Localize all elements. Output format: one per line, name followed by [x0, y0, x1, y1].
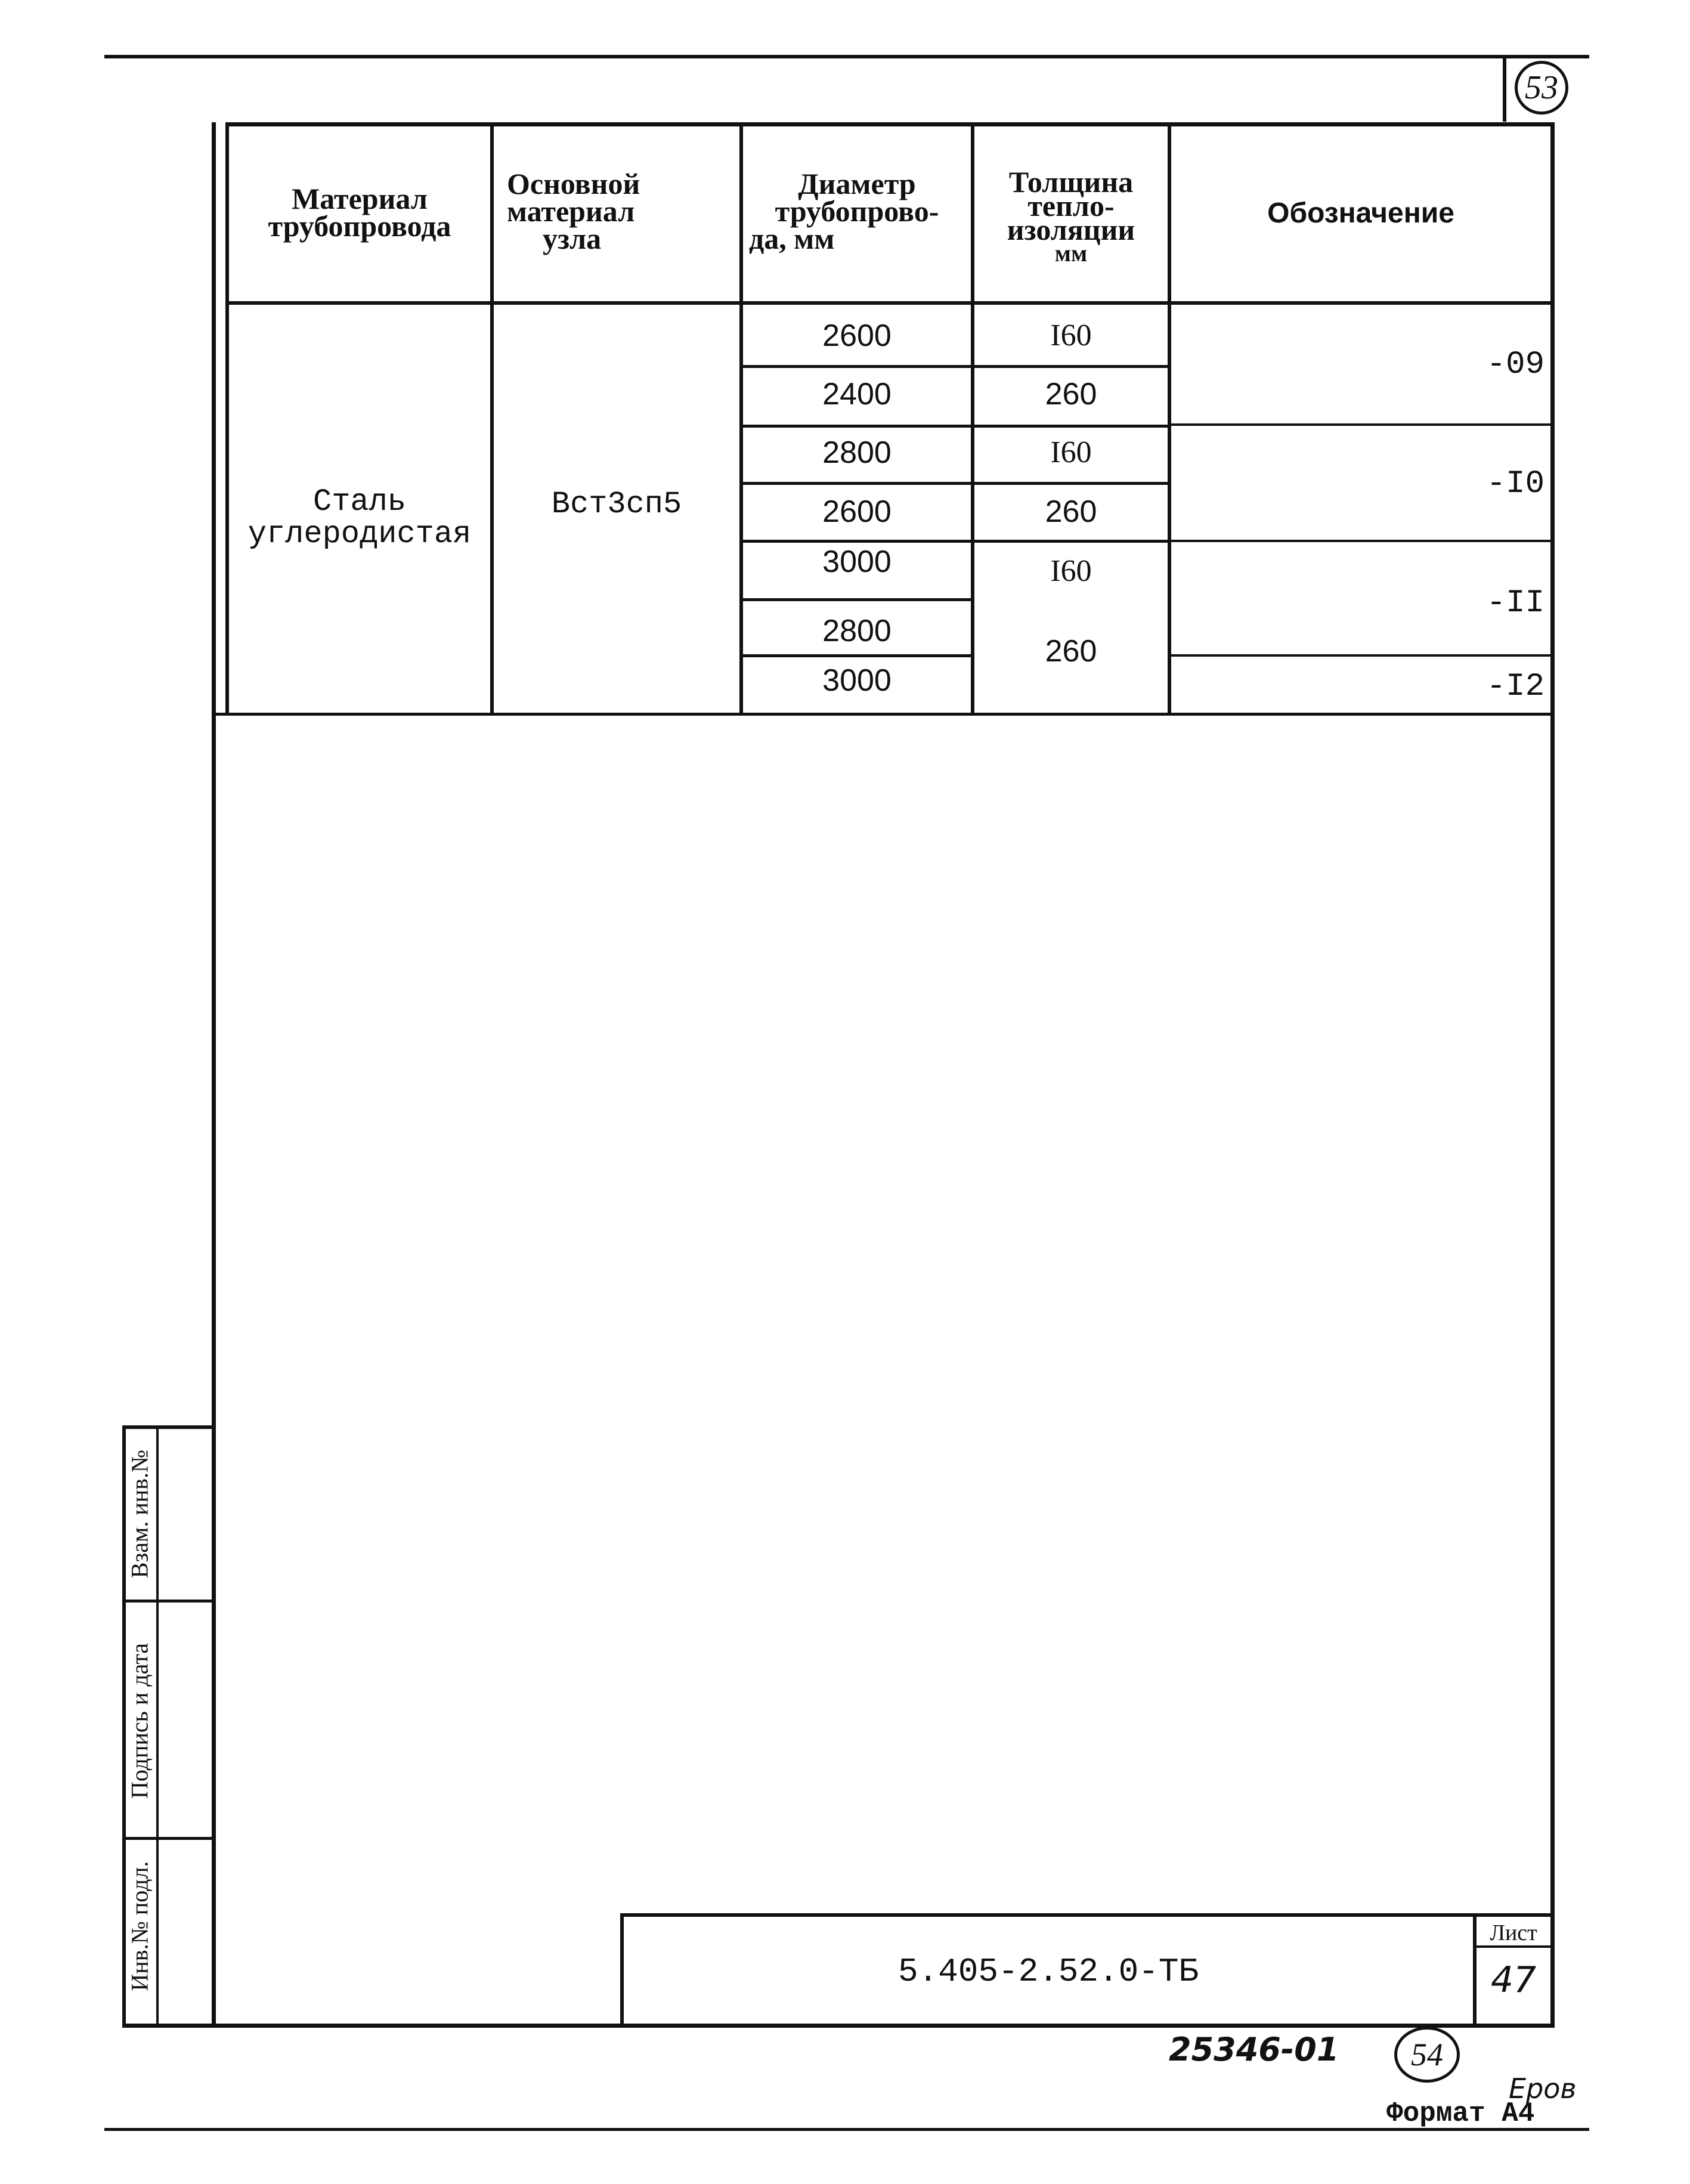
header-designation-text: Обозначение	[1267, 197, 1454, 229]
footer-circle	[1394, 2027, 1460, 2083]
designation-2: -I0	[1486, 466, 1544, 502]
sheet-label: Лист	[1490, 1920, 1537, 1945]
designation-3: -II	[1486, 585, 1544, 621]
desig-line-3	[1171, 654, 1550, 657]
frame-right	[1550, 122, 1555, 2028]
header-designation	[1171, 197, 1550, 229]
designation-4: -I2	[1486, 669, 1544, 705]
row-line-5a	[743, 598, 971, 601]
header-ins-line2: тепло-	[1027, 189, 1115, 222]
header-diam-line2: трубопрово-	[775, 194, 939, 228]
header-diam-line1: Диаметр	[798, 167, 916, 200]
stamp-sep-1	[122, 1600, 215, 1603]
diameter-row-4: 2600	[822, 494, 892, 529]
stamp-replaced-inv: Взам. инв.№	[126, 1449, 153, 1579]
row-line-1	[743, 365, 1168, 368]
header-ins-line4: мм	[1054, 240, 1088, 267]
stamp-inv-orig: Инв.№ подл.	[126, 1861, 153, 1991]
desig-line-1	[1171, 423, 1550, 426]
header-material-line2: трубопровода	[268, 209, 451, 243]
header-base-line1: Основной	[507, 167, 640, 200]
insulation-row-4: 260	[1045, 494, 1097, 529]
title-top	[620, 1913, 1555, 1917]
sheet-number: 47	[1490, 1959, 1537, 2001]
material-cell	[229, 486, 490, 550]
insulation-row-5: I60	[1050, 554, 1092, 588]
header-ins-line1: Толщина	[1008, 165, 1134, 199]
header-ins-line3: изоляции	[1007, 213, 1135, 246]
desig-line-2	[1171, 540, 1550, 542]
diameter-row-2: 2400	[822, 377, 892, 412]
page-number: 53	[1525, 69, 1558, 106]
header-diameter	[743, 167, 971, 255]
header-base-line3: узла	[543, 222, 602, 255]
copier-mark: Еров	[1509, 2072, 1577, 2105]
table-bottom-rule	[216, 713, 1550, 716]
bottom-rule	[104, 2128, 1589, 2131]
diameter-row-3: 2800	[822, 435, 892, 470]
page-number-circle	[1515, 61, 1568, 115]
row-line-6	[743, 654, 971, 657]
diameter-row-7: 3000	[822, 663, 892, 698]
insulation-row-2: 260	[1045, 377, 1097, 412]
diameter-row-1: 2600	[822, 318, 892, 353]
material-line2: углеродистая	[247, 516, 472, 552]
col-line-2	[490, 122, 494, 713]
stamp-signature-date: Подпись и дата	[126, 1642, 153, 1799]
stamp-sep-2	[122, 1837, 215, 1840]
stamp-mid	[156, 1425, 159, 2028]
base-material-value: Вст3сп5	[551, 487, 682, 522]
frame-top	[225, 122, 1555, 126]
header-material	[229, 182, 490, 243]
row-line-4	[743, 540, 1168, 543]
header-base-material	[507, 167, 662, 255]
frame-left	[212, 122, 216, 2028]
diameter-row-6: 2800	[822, 614, 892, 648]
archive-number: 25346-01	[1169, 2031, 1339, 2068]
diameter-row-5: 3000	[822, 545, 892, 579]
header-material-line1: Материал	[292, 182, 428, 215]
footer-circled-number: 54	[1411, 2037, 1443, 2072]
doc-code: 5.405-2.52.0-ТБ	[897, 1953, 1199, 1991]
header-insulation	[974, 165, 1168, 267]
top-rule	[104, 55, 1589, 58]
insulation-row-6: 260	[1045, 634, 1097, 669]
row-line-3	[743, 482, 1168, 485]
header-diam-line3: да, мм	[749, 222, 835, 255]
stamp-top	[122, 1425, 215, 1429]
header-bottom-rule	[225, 301, 1550, 305]
designation-1: -09	[1486, 347, 1544, 383]
title-sheet-label-rule	[1477, 1945, 1550, 1948]
material-line1: Сталь	[312, 484, 407, 519]
header-base-line2: материал	[507, 194, 635, 228]
top-corner-divider	[1503, 55, 1506, 122]
insulation-row-1: I60	[1050, 318, 1092, 352]
format-label: Формат А4	[1386, 2098, 1535, 2129]
base-material-cell	[494, 489, 739, 520]
row-line-2	[743, 425, 1168, 428]
insulation-row-3: I60	[1050, 435, 1092, 469]
frame-bottom	[122, 2024, 1555, 2028]
